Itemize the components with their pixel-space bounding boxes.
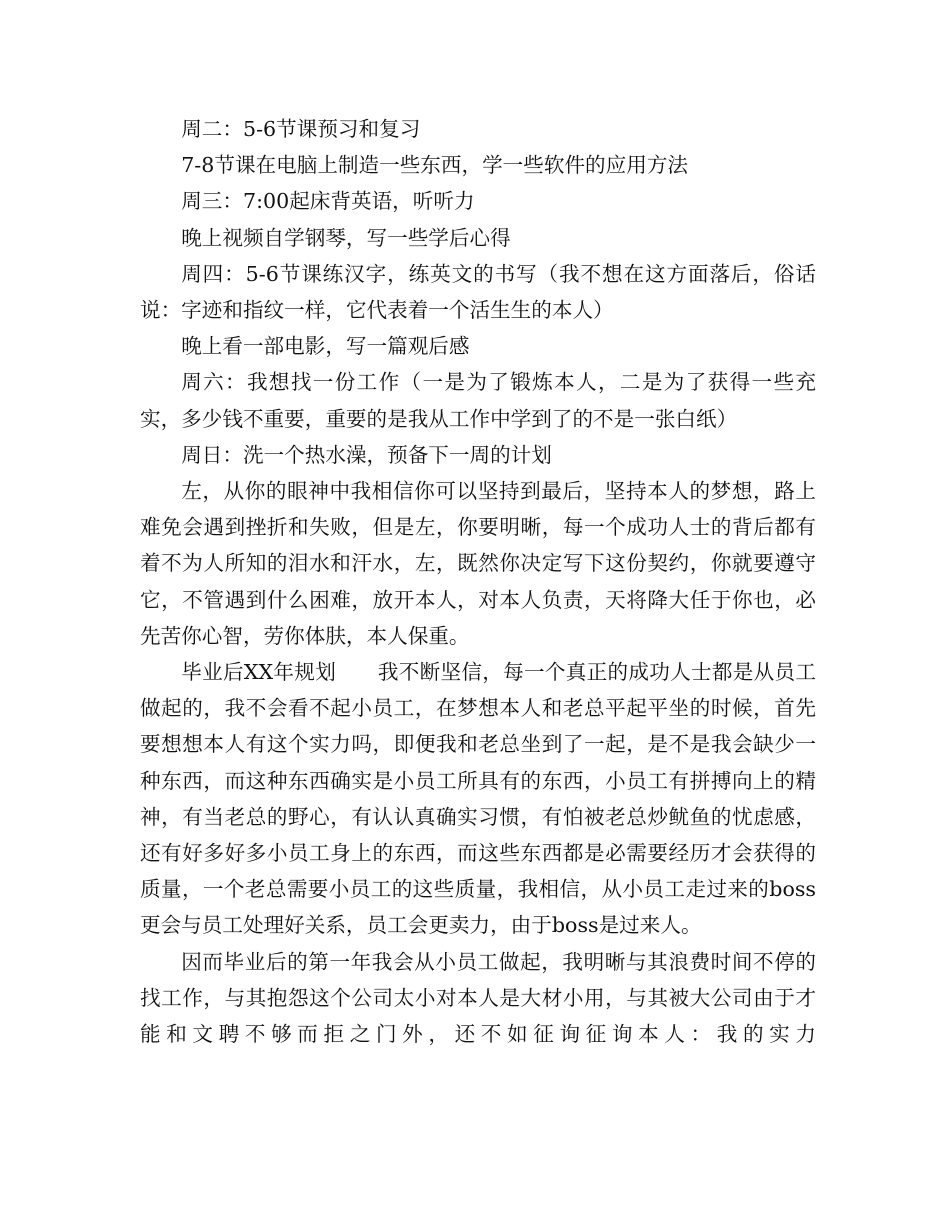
paragraph-wednesday-evening: 晚上视频自学钢琴，写一些学后心得: [181, 225, 511, 250]
paragraph-saturday: 周六：我想找一份工作（一是为了锻炼本人，二是为了获得一些充实，多少钱不重要，重要的是我从工作中学到了的不是一张白纸）: [140, 370, 816, 431]
paragraph-thursday-morning: 周四：5-6节课练汉字，练英文的书写（我不想在这方面落后，俗话说：字迹和指纹一样，它代表着一个活生生的本人）: [140, 261, 816, 323]
paragraph-thursday-evening: 晚上看一部电影，写一篇观后感: [181, 334, 470, 359]
paragraph-wednesday-morning: 周三：7:00起床背英语，听听力: [181, 189, 475, 214]
paragraph-tuesday-evening: 7-8节课在电脑上制造一些东西，学一些软件的应用方法: [181, 153, 689, 178]
paragraph-first-year: 因而毕业后的第一年我会从小员工做起，我明晰与其浪费时间不停的找工作，与其抱怨这个公司太小对本人是大材小用，与其被大公司由于才能和文聘不够而拒之门外，还不如征询征询本人：我的实力: [140, 949, 816, 1047]
paragraph-sunday: 周日：洗一个热水澡，预备下一周的计划: [181, 442, 552, 467]
paragraph-tuesday-morning: 周二：5-6节课预习和复习: [181, 117, 421, 141]
document-body: [140, 111, 816, 1052]
paragraph-career-plan: 毕业后XX年规划 我不断坚信，每一个真正的成功人士都是从员工做起的，我不会看不起小员工，在梦想本人和老总平起平坐的时候，首先要想想本人有这个实力吗，即便我和老总坐到了一起，是不是我会缺少一种东西，而这种东西确实是小员工所具有的东西，小员工有拼搏向上的精神，有当老总的野心，有认认真确实习惯，有怕被老总炒鱿鱼的忧虑感，还有好多好多小员工身上的东西，而这些东西都是必需要经历才会获得的质量，一个老总需要小员工的这些质量，我相信，从小员工走过来的boss更会与员工处理好关系，员工会更卖力，由于boss是过来人。: [140, 660, 816, 938]
paragraph-encouragement: 左，从你的眼神中我相信你可以坚持到最后，坚持本人的梦想，路上难免会遇到挫折和失败，但是左，你要明晰，每一个成功人士的背后都有着不为人所知的泪水和汗水，左，既然你决定写下这份契约，你就要遵守它，不管遇到什么困难，放开本人，对本人负责，天将降大任于你也，必先苦你心智，劳你体肤，本人保重。: [140, 479, 816, 648]
